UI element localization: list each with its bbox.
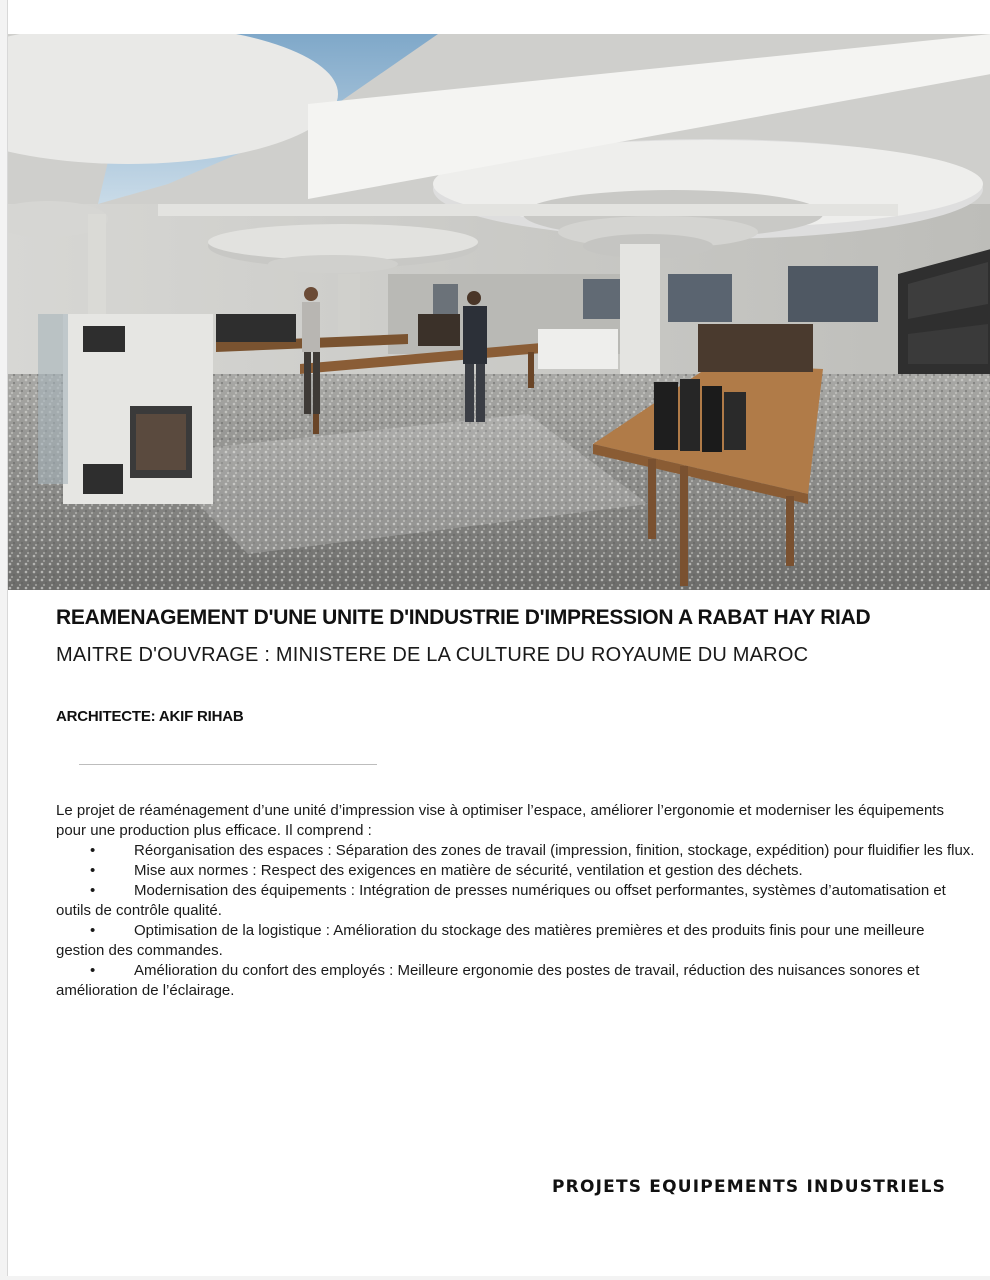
list-item-text: Amélioration du confort des employés : Meilleure ergonomie des postes de travail, réduction des nuisances sonores et amélioration de l’éclairage. bbox=[56, 962, 920, 999]
list-item bbox=[56, 861, 976, 881]
list-item-text: Réorganisation des espaces : Séparation des zones de travail (impression, finition, stockage, expédition) pour fluidifier les flux. bbox=[134, 842, 975, 859]
list-item-text: Modernisation des équipements : Intégration de presses numériques ou offset performantes, systèmes d’automatisation et outils de contrôle qualité. bbox=[56, 882, 946, 919]
bullet-icon: • bbox=[90, 922, 96, 939]
list-item bbox=[56, 961, 976, 1001]
project-description bbox=[56, 801, 976, 1001]
page-top-margin bbox=[8, 0, 990, 34]
bullet-icon: • bbox=[90, 862, 96, 879]
bullet-icon: • bbox=[90, 962, 96, 979]
footer-category-label: PROJETS EQUIPEMENTS INDUSTRIELS bbox=[552, 1177, 947, 1197]
architect-credit: ARCHITECTE: AKIF RIHAB bbox=[56, 708, 244, 725]
list-item-text: Mise aux normes : Respect des exigences en matière de sécurité, ventilation et gestion des déchets. bbox=[134, 862, 803, 879]
project-title: REAMENAGEMENT D'UNE UNITE D'INDUSTRIE D'IMPRESSION A RABAT HAY RIAD bbox=[56, 606, 871, 629]
section-divider bbox=[79, 764, 377, 765]
list-item-text: Optimisation de la logistique : Amélioration du stockage des matières premières et des produits finis pour une meilleure gestion des commandes. bbox=[56, 922, 925, 959]
bullet-icon: • bbox=[90, 842, 96, 859]
architectural-render-image bbox=[8, 34, 990, 590]
client-subtitle: MAITRE D'OUVRAGE : MINISTERE DE LA CULTURE DU ROYAUME DU MAROC bbox=[56, 644, 809, 666]
list-item bbox=[56, 921, 976, 961]
bullet-icon: • bbox=[90, 882, 96, 899]
document-page bbox=[7, 0, 990, 1276]
list-item bbox=[56, 841, 976, 861]
intro-paragraph: Le projet de réaménagement d’une unité d’impression vise à optimiser l’espace, améliorer l’ergonomie et moderniser les équipements pour une production plus efficace. Il comprend : bbox=[56, 802, 944, 839]
list-item bbox=[56, 881, 976, 921]
